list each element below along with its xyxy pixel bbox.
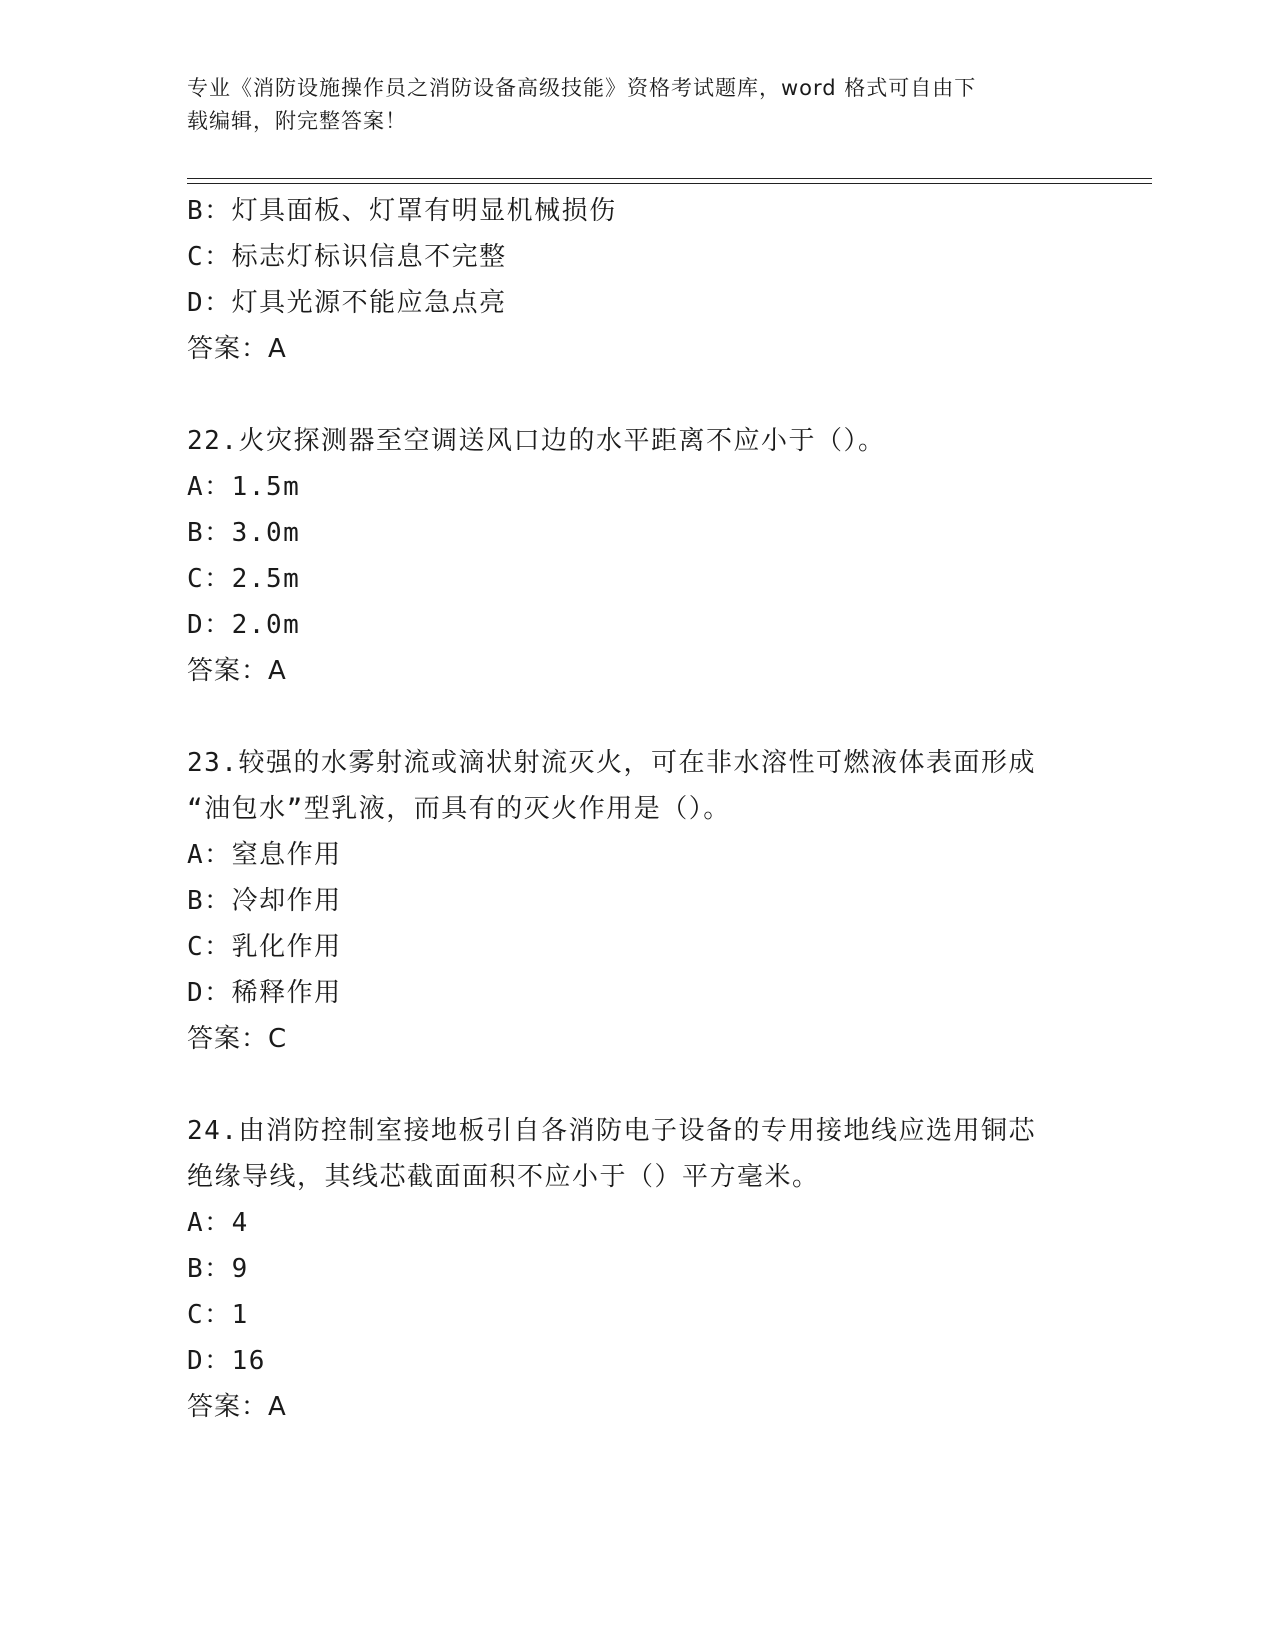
option-a: A：4 [187, 1208, 249, 1238]
answer-line: 答案：A [187, 656, 287, 686]
document-header [187, 72, 1067, 138]
option-a: A：窒息作用 [187, 840, 342, 870]
header-divider-top [187, 178, 1152, 179]
option-d: D：2.0m [187, 610, 301, 640]
question-block-24 [187, 1108, 1087, 1430]
question-text: 22.火灾探测器至空调送风口边的水平距离不应小于（）。 [187, 426, 886, 456]
question-block-22 [187, 418, 1087, 694]
option-d: D：灯具光源不能应急点亮 [187, 288, 507, 318]
answer-line: 答案：A [187, 1392, 287, 1422]
spacer [187, 372, 1087, 418]
option-c: C：1 [187, 1300, 249, 1330]
header-line-2: 载编辑，附完整答案！ [187, 109, 407, 133]
option-b: B：冷却作用 [187, 886, 342, 916]
option-c: C：乳化作用 [187, 932, 342, 962]
option-b: B：灯具面板、灯罩有明显机械损伤 [187, 196, 617, 226]
spacer [187, 694, 1087, 740]
option-c: C：标志灯标识信息不完整 [187, 242, 507, 272]
option-b: B：3.0m [187, 518, 301, 548]
option-d: D：稀释作用 [187, 978, 342, 1008]
spacer [187, 1062, 1087, 1108]
option-b: B：9 [187, 1254, 249, 1284]
option-a: A：1.5m [187, 472, 301, 502]
question-block-partial [187, 188, 1087, 372]
option-d: D：16 [187, 1346, 266, 1376]
answer-line: 答案：C [187, 1024, 288, 1054]
question-text-line-1: 24.由消防控制室接地板引自各消防电子设备的专用接地线应选用铜芯 [187, 1116, 1036, 1146]
question-text-line-2: 绝缘导线，其线芯截面面积不应小于（）平方毫米。 [187, 1162, 820, 1192]
header-line-1: 专业《消防设施操作员之消防设备高级技能》资格考试题库，word 格式可自由下 [187, 76, 977, 100]
question-text-line-1: 23.较强的水雾射流或滴状射流灭火，可在非水溶性可燃液体表面形成 [187, 748, 1036, 778]
question-block-23 [187, 740, 1087, 1062]
question-list [187, 188, 1087, 1430]
header-divider-bottom [187, 183, 1152, 184]
question-text-line-2: “油包水”型乳液，而具有的灭火作用是（）。 [187, 794, 731, 824]
answer-line: 答案：A [187, 334, 287, 364]
option-c: C：2.5m [187, 564, 301, 594]
